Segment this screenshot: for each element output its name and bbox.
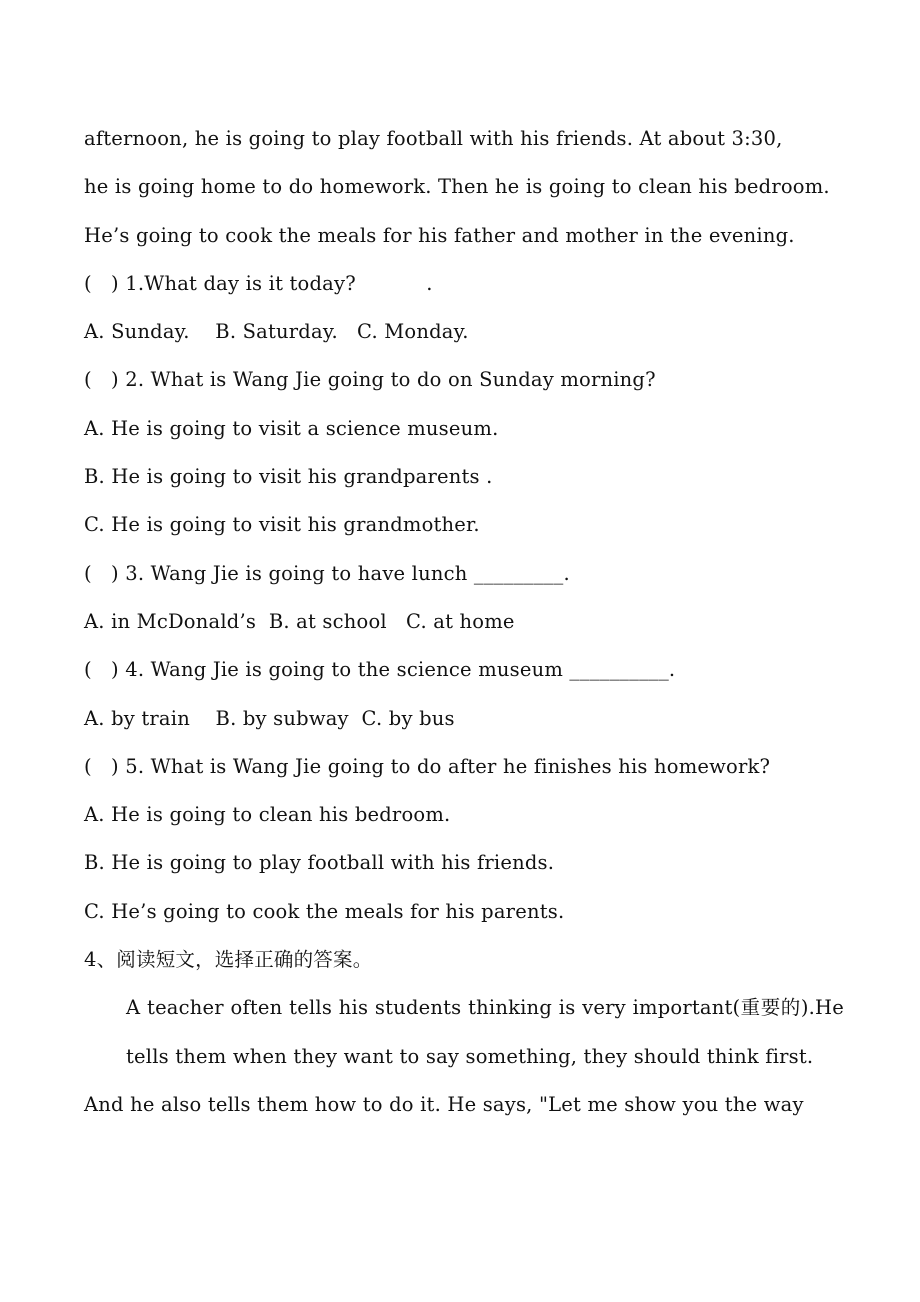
question-4-options: A. by train B. by subway C. by bus — [84, 706, 455, 730]
passage-line-3: He’s going to cook the meals for his father and mother in the evening. — [84, 223, 795, 247]
question-3-stem: ( ) 3. Wang Jie is going to have lunch _________. — [84, 561, 570, 585]
section-4-paragraph-1: A teacher often tells his students thinking is very important(重要的).He tells them when they want to say something, they should think first. — [126, 996, 844, 1068]
question-5-option-b: B. He is going to play football with his friends. — [84, 851, 555, 875]
question-2-option-c: C. He is going to visit his grandmother. — [84, 513, 480, 537]
question-5-stem: ( ) 5. What is Wang Jie going to do after he finishes his homework? — [84, 754, 771, 778]
question-2-option-a: A. He is going to visit a science museum. — [84, 416, 499, 440]
section-4-heading: 4、阅读短文，选择正确的答案。 — [84, 948, 373, 972]
question-4-stem: ( ) 4. Wang Jie is going to the science museum __________. — [84, 658, 676, 682]
question-1-stem: ( ) 1.What day is it today? . — [84, 271, 433, 295]
question-5-option-c: C. He’s going to cook the meals for his parents. — [84, 899, 565, 923]
question-5-option-a: A. He is going to clean his bedroom. — [84, 803, 451, 827]
question-3-options: A. in McDonald’s B. at school C. at home — [84, 609, 515, 633]
document-page — [84, 115, 844, 1129]
question-2-stem: ( ) 2. What is Wang Jie going to do on Sunday morning? — [84, 368, 656, 392]
question-2-option-b: B. He is going to visit his grandparents . — [84, 465, 493, 489]
question-1-options: A. Sunday. B. Saturday. C. Monday. — [84, 320, 469, 344]
passage-line-1: afternoon, he is going to play football with his friends. At about 3:30, — [84, 127, 783, 150]
section-4-paragraph-2: And he also tells them how to do it. He says, "Let me show you the way — [84, 1092, 804, 1116]
passage-line-2: he is going home to do homework. Then he is going to clean his bedroom. — [84, 175, 830, 199]
